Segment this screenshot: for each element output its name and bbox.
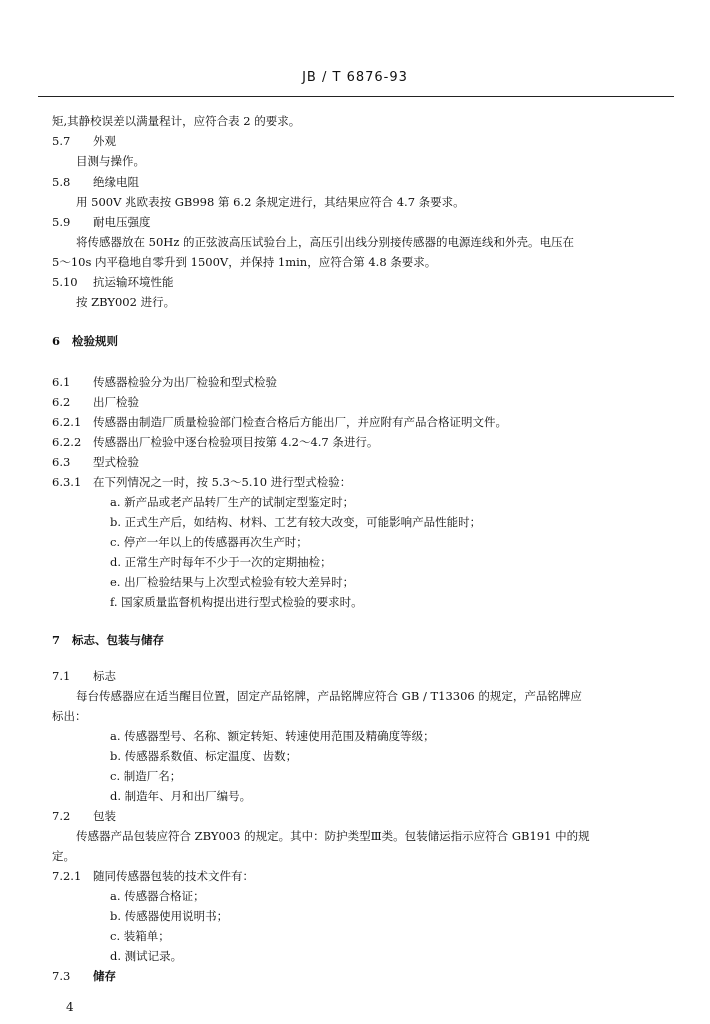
list-item: a. 新产品或老产品转厂生产的试制定型鉴定时； [110,495,355,509]
list-item: d. 制造年、月和出厂编号。 [110,789,252,803]
page-number: 4 [66,1000,74,1014]
paragraph-line: 定。 [52,849,75,863]
paragraph-line: 随同传感器包装的技术文件有： [93,869,254,883]
section-number: 7.3 [52,969,71,983]
section-number: 7.1 [52,669,71,683]
section-title: 传感器检验分为出厂检验和型式检验 [93,375,277,389]
section-number: 6.3 [52,455,71,469]
section-number: 7.2 [52,809,71,823]
section-title: 出厂检验 [93,395,139,409]
list-item: b. 传感器使用说明书； [110,909,229,923]
section-number: 6.1 [52,375,71,389]
section-number: 6.2.2 [52,435,82,449]
list-item: c. 制造厂名； [110,769,182,783]
list-item: f. 国家质量监督机构提出进行型式检验的要求时。 [110,595,363,609]
chapter-title: 标志、包装与储存 [72,633,164,647]
list-item: c. 装箱单； [110,929,170,943]
list-item: c. 停产一年以上的传感器再次生产时； [110,535,308,549]
list-item: a. 传感器合格证； [110,889,205,903]
list-item: b. 传感器系数值、标定温度、齿数； [110,749,298,763]
list-item: a. 传感器型号、名称、额定转矩、转速使用范围及精确度等级； [110,729,435,743]
section-number: 6.2.1 [52,415,82,429]
section-number: 7.2.1 [52,869,82,883]
paragraph-line: 传感器出厂检验中逐台检验项目按第 4.2～4.7 条进行。 [93,435,379,449]
chapter-number: 6 [52,334,61,348]
paragraph-line: 5～10s 内平稳地自零升到 1500V，并保持 1min，应符合第 4.8 条要求。 [52,255,437,269]
list-item: e. 出厂检验结果与上次型式检验有较大差异时； [110,575,355,589]
list-item: d. 测试记录。 [110,949,183,963]
section-title: 绝缘电阻 [93,175,139,189]
list-item: b. 正式生产后，如结构、材料、工艺有较大改变，可能影响产品性能时； [110,515,482,529]
paragraph-line: 按 ZBY002 进行。 [76,295,176,309]
section-title: 抗运输环境性能 [93,275,174,289]
section-number: 5.9 [52,215,71,229]
section-title: 耐电压强度 [93,215,151,229]
section-number: 6.3.1 [52,475,82,489]
paragraph-line: 矩,其静校误差以满量程计，应符合表 2 的要求。 [52,114,301,128]
page-header: JB / T 6876-93 [302,70,408,85]
section-title: 储存 [93,969,116,983]
section-number: 5.7 [52,134,71,148]
paragraph-line: 将传感器放在 50Hz 的正弦波高压试验台上，高压引出线分别接传感器的电源连线和外壳。电压在 [76,235,575,249]
paragraph-line: 用 500V 兆欧表按 GB998 第 6.2 条规定进行，其结果应符合 4.7 条要求。 [76,195,465,209]
paragraph-line: 标出： [52,709,87,723]
chapter-number: 7 [52,633,61,647]
paragraph-line: 在下列情况之一时，按 5.3～5.10 进行型式检验： [93,475,352,489]
section-number: 5.10 [52,275,78,289]
header-rule [38,96,674,97]
section-title: 外观 [93,134,116,148]
paragraph-line: 传感器由制造厂质量检验部门检查合格后方能出厂，并应附有产品合格证明文件。 [93,415,507,429]
list-item: d. 正常生产时每年不少于一次的定期抽检； [110,555,332,569]
chapter-title: 检验规则 [72,334,118,348]
section-title: 标志 [93,669,116,683]
paragraph-line: 传感器产品包装应符合 ZBY003 的规定。其中：防护类型Ⅲ类。包装储运指示应符合 GB191 中的规 [76,829,590,843]
paragraph-line: 目测与操作。 [76,154,145,168]
section-number: 6.2 [52,395,71,409]
section-title: 型式检验 [93,455,139,469]
paragraph-line: 每台传感器应在适当醒目位置，固定产品铭牌，产品铭牌应符合 GB / T13306 的规定，产品铭牌应 [76,689,582,703]
section-title: 包装 [93,809,116,823]
section-number: 5.8 [52,175,71,189]
